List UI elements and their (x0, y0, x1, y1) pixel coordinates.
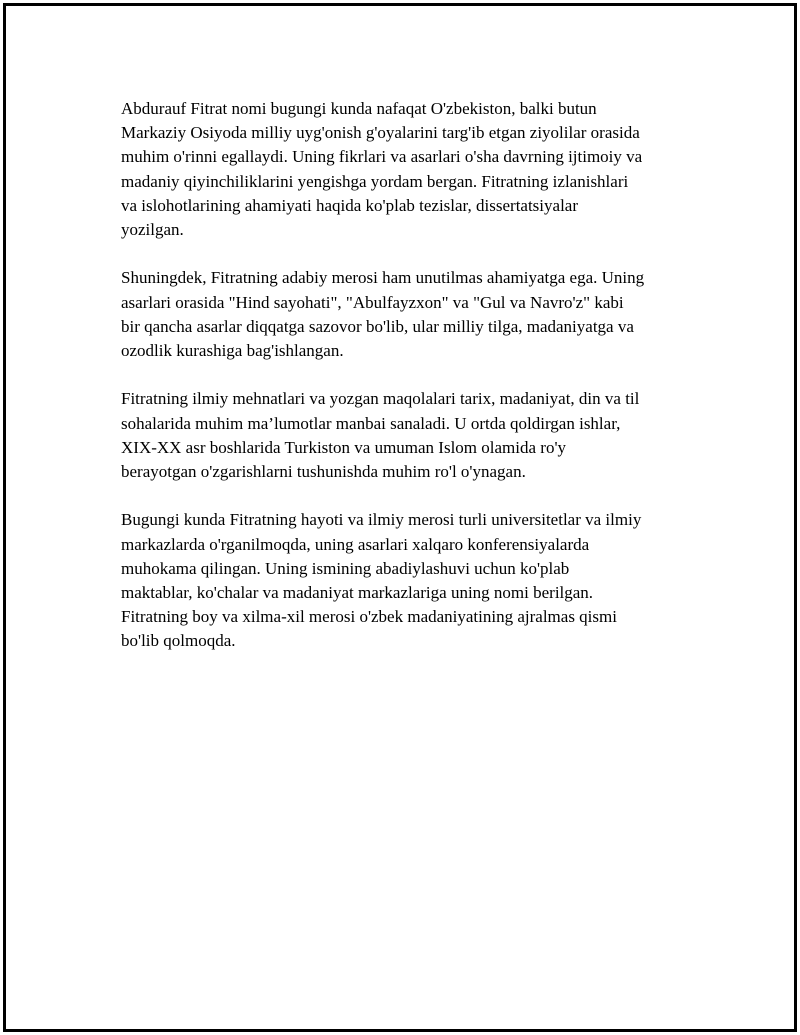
paragraph-3: Fitratning ilmiy mehnatlari va yozgan maqolalari tarix, madaniyat, din va til sohalarida muhim ma’lumotlar manbai sanaladi. U ortda qoldirgan ishlar, XIX-XX asr boshlarida Turkiston va umuman Islom olamida ro'y berayotgan o'zgarishlarni tushunishda muhim ro'l o'ynagan. (121, 389, 640, 482)
document-body (121, 97, 701, 678)
paragraph-4: Bugungi kunda Fitratning hayoti va ilmiy merosi turli universitetlar va ilmiy markazlarda o'rganilmoqda, uning asarlari xalqaro konferensiyalarda muhokama qilingan. Uning ismining abadiylashuvi uchun ko'plab maktablar, ko'chalar va madaniyat markazlariga uning nomi berilgan. Fitratning boy va xilma-xil merosi o'zbek madaniyatining ajralmas qismi bo'lib qolmoqda. (121, 510, 642, 651)
paragraph-2: Shuningdek, Fitratning adabiy merosi ham unutilmas ahamiyatga ega. Uning asarlari orasida "Hind sayohati", "Abulfayzxon" va "Gul va Navro'z" kabi bir qancha asarlar diqqatga sazovor bo'lib, ular milliy tilga, madaniyatga va ozodlik kurashiga bag'ishlangan. (121, 268, 645, 361)
paragraph-1: Abdurauf Fitrat nomi bugungi kunda nafaqat O'zbekiston, balki butun Markaziy Osiyoda milliy uyg'onish g'oyalarini targ'ib etgan ziyolilar orasida muhim o'rinni egallaydi. Uning fikrlari va asarlari o'sha davrning ijtimoiy va madaniy qiyinchiliklarini yengishga yordam bergan. Fitratning izlanishlari va islohotlarining ahamiyati haqida ko'plab tezislar, dissertatsiyalar yozilgan. (121, 99, 643, 240)
page-frame (3, 3, 797, 1032)
